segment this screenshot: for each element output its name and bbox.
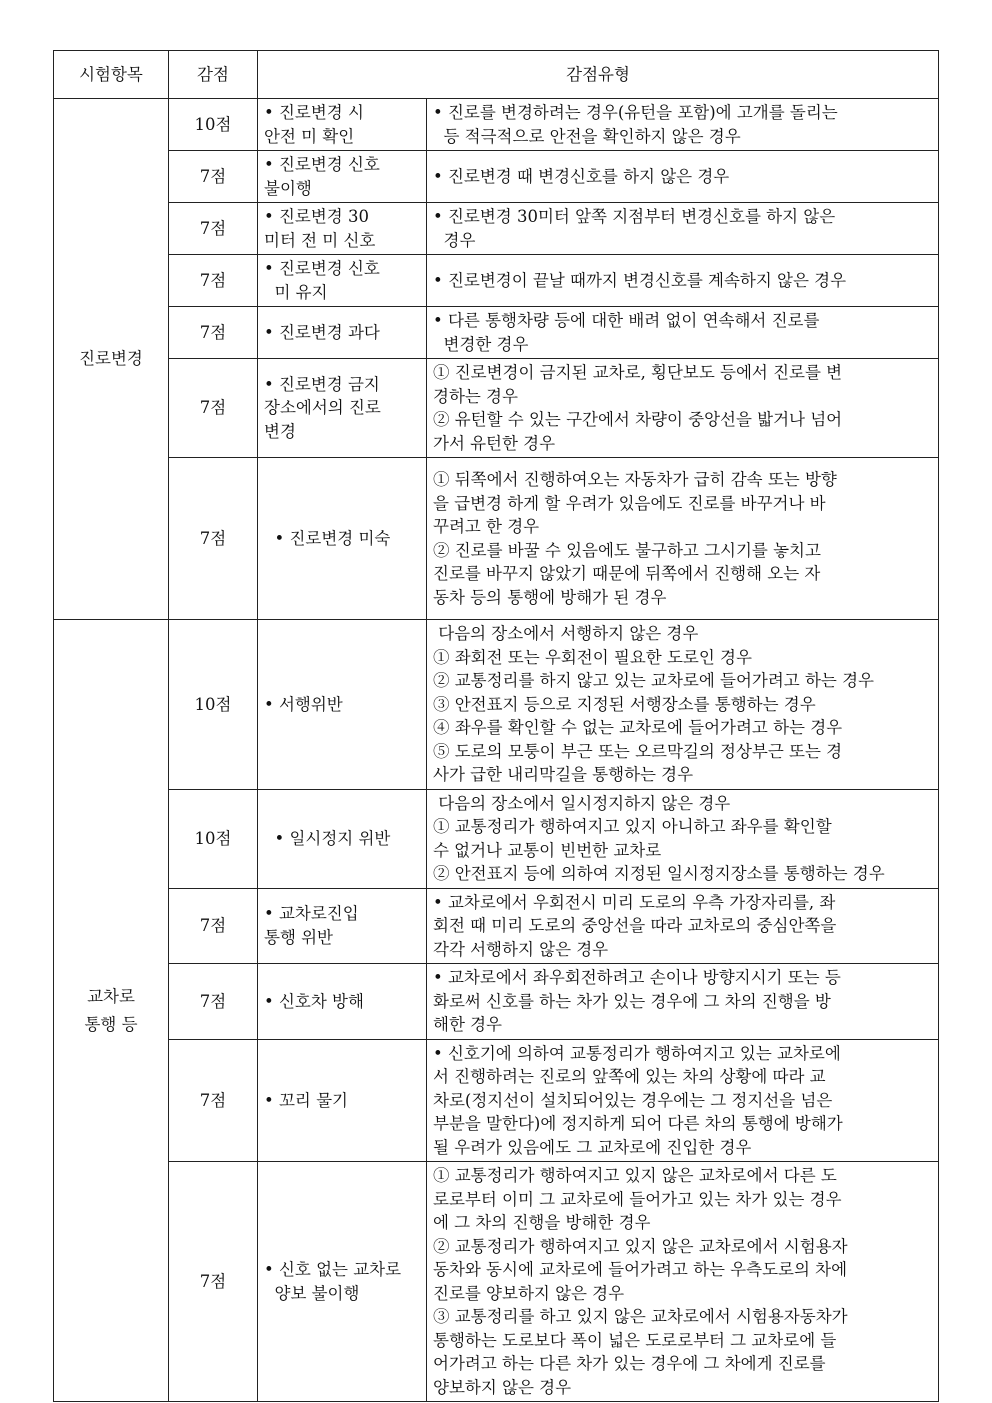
points-cell: 7점 (169, 203, 258, 255)
item-line: • 진로변경 신호 (264, 259, 380, 278)
table-row (54, 620, 939, 790)
description-line: 동차 등의 통행에 방해가 된 경우 (433, 587, 667, 607)
item-line: • 신호 없는 교차로 (264, 1260, 402, 1279)
description-line: ② 교통정리가 행하여지고 있지 않은 교차로에서 시험용자 (433, 1236, 848, 1256)
points-cell: 7점 (169, 255, 258, 307)
description-line: ① 좌회전 또는 우회전이 필요한 도로인 경우 (433, 647, 752, 667)
item-line: • 꼬리 물기 (264, 1090, 348, 1110)
item-line: 미 유지 (264, 282, 328, 302)
description-line: 양보하지 않은 경우 (433, 1377, 572, 1397)
description-line: ③ 안전표지 등으로 지정된 서행장소를 통행하는 경우 (433, 694, 816, 714)
item-cell (258, 359, 427, 458)
header-deduction-type: 감점유형 (258, 51, 939, 99)
description-cell (427, 151, 939, 203)
category-label: 통행 등 (84, 1014, 138, 1034)
description-line: ① 뒤쪽에서 진행하여오는 자동차가 급히 감속 또는 방향 (433, 470, 837, 489)
item-line: 변경 (264, 421, 296, 441)
description-cell (427, 1162, 939, 1402)
description-line: ② 교통정리를 하지 않고 있는 교차로에 들어가려고 하는 경우 (433, 671, 874, 690)
description-line: ① 교통정리가 행하여지고 있지 않은 교차로에서 다른 도 (433, 1166, 837, 1185)
item-line: • 서행위반 (264, 694, 343, 714)
points-cell: 7점 (169, 1162, 258, 1402)
points-cell: 7점 (169, 458, 258, 620)
item-line: • 신호차 방해 (264, 991, 364, 1011)
deduction-table (53, 50, 939, 1402)
description-cell (427, 458, 939, 620)
description-line: 진로를 바꾸지 않았기 때문에 뒤쪽에서 진행해 오는 자 (433, 564, 821, 583)
description-line: • 다른 통행차량 등에 대한 배려 없이 연속해서 진로를 (433, 311, 820, 330)
table-row (54, 1039, 939, 1162)
points-cell: 7점 (169, 964, 258, 1040)
category-label: 진로변경 (79, 349, 143, 369)
item-line: 양보 불이행 (264, 1283, 360, 1303)
item-line: 불이행 (264, 178, 312, 198)
item-line: 안전 미 확인 (264, 126, 355, 146)
description-cell (427, 307, 939, 359)
description-line: • 진로변경 30미터 앞쪽 지점부터 변경신호를 하지 않은 (433, 207, 836, 226)
category-cell (54, 620, 169, 1402)
points-cell: 10점 (169, 789, 258, 888)
points-cell: 7점 (169, 359, 258, 458)
description-cell (427, 620, 939, 790)
description-line: 통행하는 도로보다 폭이 넓은 도로로부터 그 교차로에 들 (433, 1330, 837, 1350)
description-cell (427, 964, 939, 1040)
category-cell (54, 99, 169, 620)
table-row (54, 203, 939, 255)
description-line: 수 없거나 교통이 빈번한 교차로 (433, 840, 662, 860)
description-line: 서 진행하려는 진로의 앞쪽에 있는 차의 상황에 따라 교 (433, 1067, 826, 1086)
description-line: 꾸려고 한 경우 (433, 517, 540, 536)
points-cell: 7점 (169, 307, 258, 359)
description-line: 에 그 차의 진행을 방해한 경우 (433, 1213, 651, 1232)
description-line: ③ 교통정리를 하고 있지 않은 교차로에서 시험용자동차가 (433, 1307, 848, 1326)
description-line: ① 교통정리가 행하여지고 있지 아니하고 좌우를 확인할 (433, 817, 832, 836)
description-line: • 진로를 변경하려는 경우(유턴을 포함)에 고개를 돌리는 (433, 103, 838, 122)
description-line: • 진로변경이 끝날 때까지 변경신호를 계속하지 않은 경우 (433, 270, 847, 290)
description-cell (427, 888, 939, 964)
points-cell: 10점 (169, 620, 258, 790)
item-line: 미터 전 미 신호 (264, 230, 376, 250)
table-row (54, 151, 939, 203)
description-line: ② 유턴할 수 있는 구간에서 차량이 중앙선을 밟거나 넘어 (433, 410, 843, 429)
description-line: 될 우려가 있음에도 그 교차로에 진입한 경우 (433, 1137, 752, 1157)
item-line: 장소에서의 진로 (264, 398, 381, 418)
description-line: ② 진로를 바꿀 수 있음에도 불구하고 그시기를 놓치고 (433, 540, 821, 560)
table-row (54, 964, 939, 1040)
points-cell: 7점 (169, 151, 258, 203)
description-line: 가서 유턴한 경우 (433, 433, 556, 453)
item-cell (258, 789, 427, 888)
table-row (54, 1162, 939, 1402)
description-line: 변경한 경우 (433, 334, 529, 354)
points-cell: 7점 (169, 888, 258, 964)
table-row (54, 307, 939, 359)
description-cell (427, 255, 939, 307)
points-cell: 10점 (169, 99, 258, 151)
table-row (54, 789, 939, 888)
description-line: 어가려고 하는 다른 차가 있는 경우에 그 차에게 진로를 (433, 1354, 826, 1373)
header-row (54, 51, 939, 99)
description-cell (427, 99, 939, 151)
description-cell (427, 203, 939, 255)
description-line: 진로를 양보하지 않은 경우 (433, 1283, 625, 1303)
category-label: 교차로 (87, 986, 135, 1006)
description-line: 등 적극적으로 안전을 확인하지 않은 경우 (433, 126, 741, 146)
description-line: ⑤ 도로의 모퉁이 부근 또는 오르막길의 정상부근 또는 경 (433, 741, 843, 761)
description-line: 을 급변경 하게 할 우려가 있음에도 진로를 바꾸거나 바 (433, 493, 826, 513)
description-cell (427, 1039, 939, 1162)
description-cell (427, 789, 939, 888)
description-line: 동차와 동시에 교차로에 들어가려고 하는 우측도로의 차에 (433, 1260, 848, 1279)
header-test-item: 시험항목 (54, 51, 169, 99)
description-line: 다음의 장소에서 서행하지 않은 경우 (433, 624, 699, 643)
description-line: 해한 경우 (433, 1015, 503, 1034)
item-cell (258, 964, 427, 1040)
item-line: • 진로변경 미숙 (264, 528, 391, 548)
item-cell (258, 888, 427, 964)
item-cell (258, 307, 427, 359)
description-cell (427, 359, 939, 458)
description-line: 사가 급한 내리막길을 통행하는 경우 (433, 765, 694, 784)
description-line: • 진로변경 때 변경신호를 하지 않은 경우 (433, 166, 730, 186)
item-line: • 교차로진입 (264, 904, 359, 924)
table-row (54, 255, 939, 307)
item-line: 통행 위반 (264, 927, 334, 947)
header-points: 감점 (169, 51, 258, 99)
description-line: 경우 (433, 230, 476, 250)
description-line: 로로부터 이미 그 교차로에 들어가고 있는 차가 있는 경우 (433, 1189, 842, 1209)
description-line: ② 안전표지 등에 의하여 지정된 일시정지장소를 통행하는 경우 (433, 864, 885, 883)
item-cell (258, 1162, 427, 1402)
description-line: 차로(정지선이 설치되어있는 경우에는 그 정지선을 넘은 (433, 1090, 833, 1110)
description-line: 경하는 경우 (433, 386, 518, 406)
item-cell (258, 203, 427, 255)
points-cell: 7점 (169, 1039, 258, 1162)
description-line: ④ 좌우를 확인할 수 없는 교차로에 들어가려고 하는 경우 (433, 718, 843, 737)
item-line: • 진로변경 30 (264, 207, 369, 226)
item-line: • 진로변경 과다 (264, 322, 380, 342)
table-row (54, 99, 939, 151)
table-row (54, 888, 939, 964)
description-line: • 교차로에서 우회전시 미리 도로의 우측 가장자리를, 좌 (433, 892, 836, 912)
item-line: • 진로변경 신호 (264, 155, 380, 174)
item-cell (258, 99, 427, 151)
description-line: 부분을 말한다)에 정지하게 되어 다른 차의 통행에 방해가 (433, 1114, 843, 1133)
description-line: ① 진로변경이 금지된 교차로, 횡단보도 등에서 진로를 변 (433, 363, 843, 382)
description-line: • 교차로에서 좌우회전하려고 손이나 방향지시기 또는 등 (433, 968, 841, 987)
item-line: • 진로변경 금지 (264, 374, 380, 394)
item-cell (258, 620, 427, 790)
description-line: 다음의 장소에서 일시정지하지 않은 경우 (433, 793, 731, 813)
item-cell (258, 1039, 427, 1162)
description-line: 회전 때 미리 도로의 중앙선을 따라 교차로의 중심안쪽을 (433, 916, 837, 935)
description-line: 화로써 신호를 하는 차가 있는 경우에 그 차의 진행을 방 (433, 991, 831, 1011)
item-cell (258, 255, 427, 307)
item-cell (258, 151, 427, 203)
description-line: • 신호기에 의하여 교통정리가 행하여지고 있는 교차로에 (433, 1043, 841, 1063)
item-line: • 진로변경 시 (264, 103, 364, 122)
table-row (54, 458, 939, 620)
description-line: 각각 서행하지 않은 경우 (433, 939, 609, 959)
item-line: • 일시정지 위반 (264, 828, 391, 848)
item-cell (258, 458, 427, 620)
table-row (54, 359, 939, 458)
